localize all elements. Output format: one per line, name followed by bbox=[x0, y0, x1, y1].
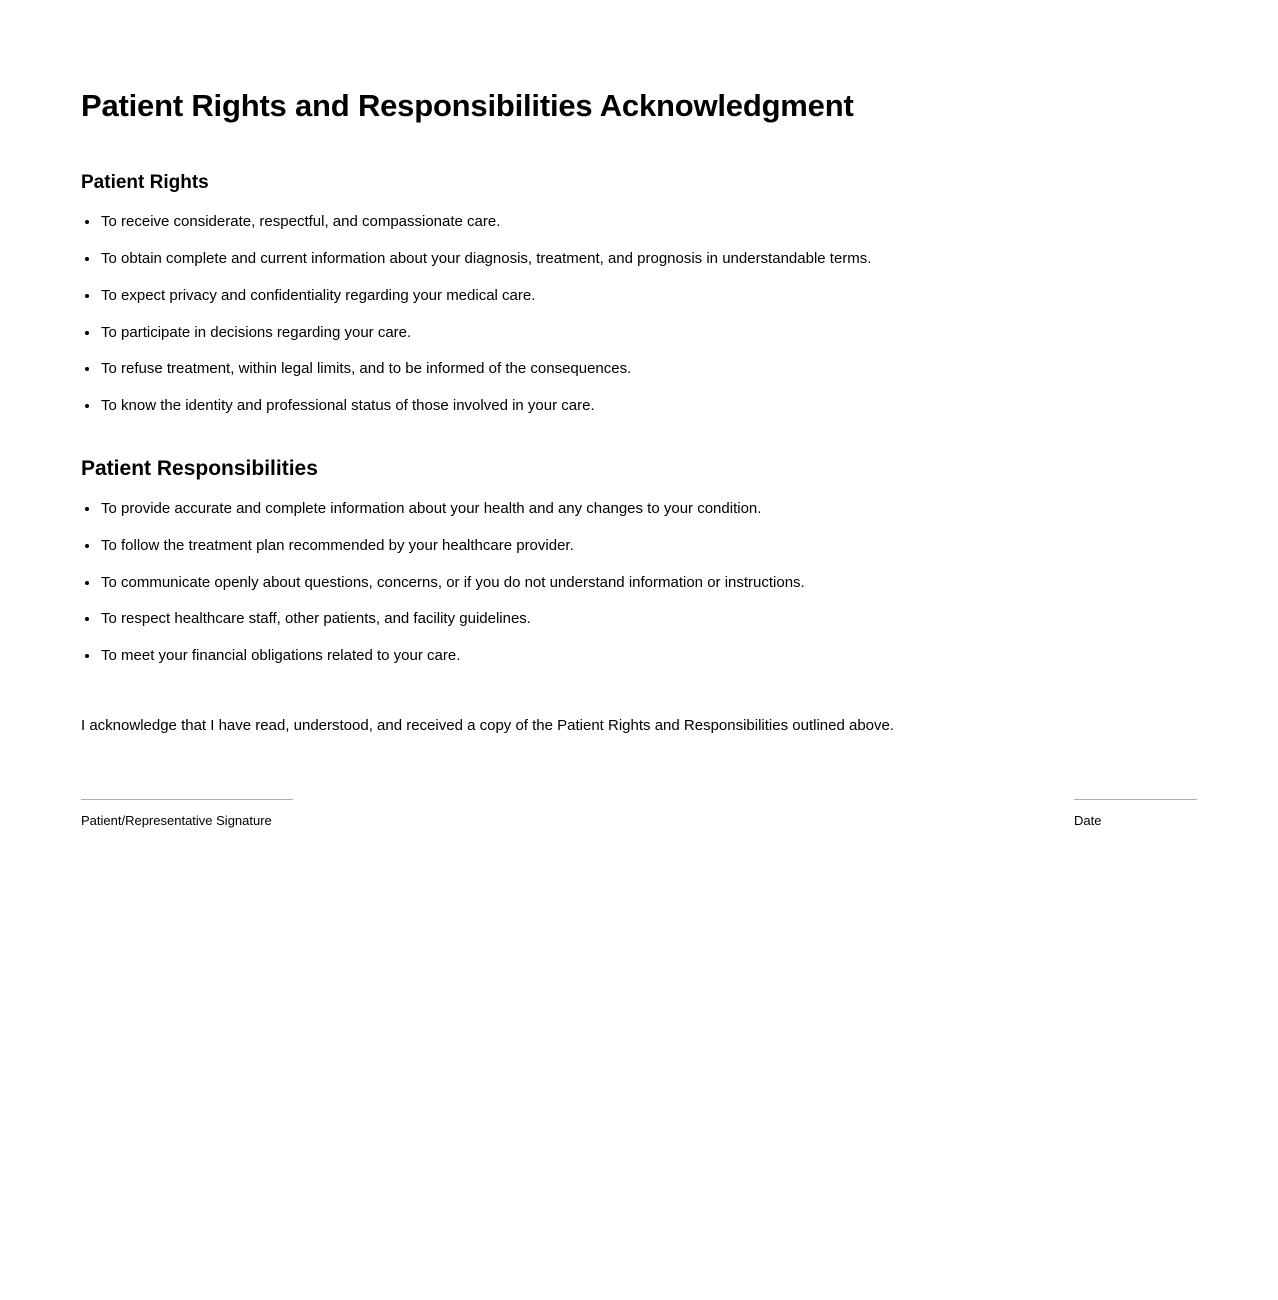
bullet-icon bbox=[85, 581, 89, 585]
bullet-icon bbox=[85, 367, 89, 371]
page-title: Patient Rights and Responsibilities Acknowledgment bbox=[81, 88, 854, 123]
list-item-text: To participate in decisions regarding your care. bbox=[101, 323, 412, 341]
signature-block bbox=[81, 799, 1197, 859]
list-item bbox=[81, 360, 1197, 379]
list-item-text: To provide accurate and complete information about your health and any changes to your condition. bbox=[101, 500, 762, 518]
list-item-text: To know the identity and professional status of those involved in your care. bbox=[101, 397, 595, 415]
list-item bbox=[81, 324, 1197, 343]
list-item-text: To expect privacy and confidentiality regarding your medical care. bbox=[101, 286, 536, 304]
date-field[interactable] bbox=[1074, 799, 1197, 829]
bullet-icon bbox=[85, 331, 89, 335]
section-heading-patient-responsibilities: Patient Responsibilities bbox=[81, 456, 318, 480]
document-content bbox=[81, 0, 1197, 859]
bullet-icon bbox=[85, 257, 89, 261]
list-item-text: To meet your financial obligations related to your care. bbox=[101, 647, 461, 665]
list-item bbox=[81, 287, 1197, 306]
patient-responsibilities-list bbox=[81, 481, 1197, 666]
list-item-text: To follow the treatment plan recommended by your healthcare provider. bbox=[101, 536, 574, 554]
list-item-text: To refuse treatment, within legal limits, and to be informed of the consequences. bbox=[101, 360, 632, 378]
list-item bbox=[81, 610, 1197, 629]
list-item bbox=[81, 250, 1197, 269]
list-item-text: To respect healthcare staff, other patients, and facility guidelines. bbox=[101, 610, 531, 628]
list-item bbox=[81, 537, 1197, 556]
list-item bbox=[81, 647, 1197, 666]
signature-field[interactable] bbox=[81, 799, 293, 829]
patient-rights-list bbox=[81, 194, 1197, 416]
bullet-icon bbox=[85, 294, 89, 298]
list-item bbox=[81, 500, 1197, 519]
bullet-icon bbox=[85, 404, 89, 408]
bullet-icon bbox=[85, 220, 89, 224]
list-item-text: To communicate openly about questions, concerns, or if you do not understand information or instructions. bbox=[101, 573, 805, 591]
list-item bbox=[81, 574, 1197, 593]
list-item-text: To obtain complete and current information about your diagnosis, treatment, and prognosis in understandable terms. bbox=[101, 250, 872, 268]
bullet-icon bbox=[85, 617, 89, 621]
list-item-text: To receive considerate, respectful, and compassionate care. bbox=[101, 213, 501, 231]
list-item bbox=[81, 213, 1197, 232]
signature-caption: Patient/Representative Signature bbox=[81, 813, 272, 829]
bullet-icon bbox=[85, 654, 89, 658]
acknowledgment-statement: I acknowledge that I have read, understood, and received a copy of the Patient Rights and Responsibilities outlined above. bbox=[81, 716, 895, 734]
bullet-icon bbox=[85, 544, 89, 548]
list-item bbox=[81, 397, 1197, 416]
section-heading-patient-rights: Patient Rights bbox=[81, 171, 209, 193]
date-caption: Date bbox=[1074, 813, 1102, 829]
bullet-icon bbox=[85, 507, 89, 511]
